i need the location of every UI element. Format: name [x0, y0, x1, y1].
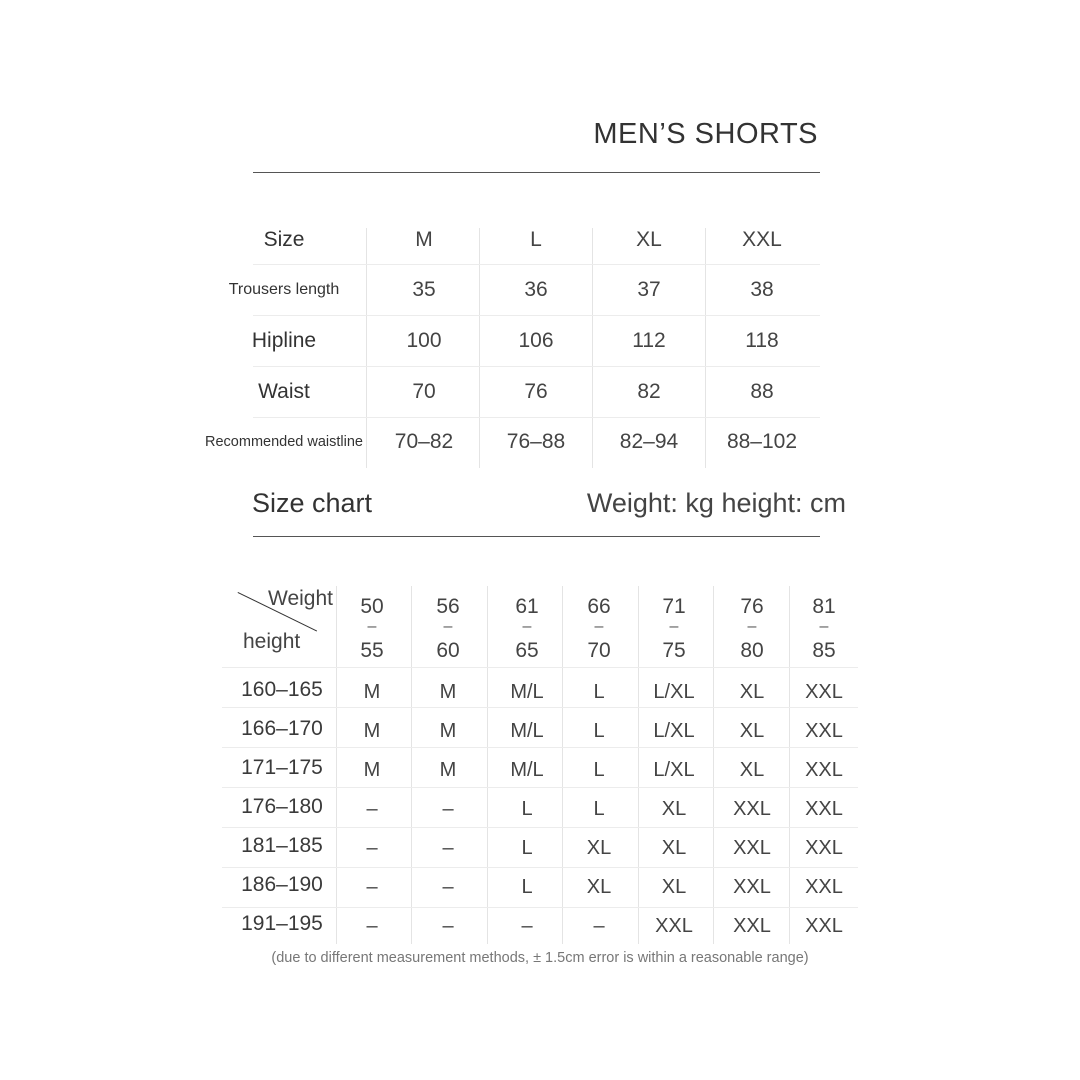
size-recommendation: –: [442, 876, 454, 898]
measurement-value: 88–102: [726, 429, 798, 453]
height-range-label: 171–175: [241, 756, 323, 779]
size-recommendation: XXL: [805, 681, 843, 703]
size-recommendation: M/L: [510, 759, 544, 781]
measurement-value: 38: [750, 277, 774, 301]
size-recommendation: L: [521, 798, 533, 820]
table-grid-line: [411, 586, 412, 944]
height-range-label: 181–185: [241, 834, 323, 857]
measurement-value: 76: [524, 379, 548, 403]
table-grid-line: [562, 586, 563, 944]
table-grid-line: [336, 586, 337, 944]
table-grid-line: [222, 827, 858, 828]
size-recommendation: XXL: [805, 837, 843, 859]
measurement-value: 35: [412, 277, 436, 301]
size-recommendation: –: [442, 837, 454, 859]
weight-range-to: 55: [360, 639, 384, 662]
table-grid-line: [222, 667, 858, 668]
size-recommendation: L/XL: [653, 681, 695, 703]
size-recommendation: XL: [661, 798, 687, 820]
size-recommendation: XXL: [733, 837, 771, 859]
table-grid-line: [222, 707, 858, 708]
height-range-label: 176–180: [241, 795, 323, 818]
weight-range-from: 50: [360, 595, 384, 618]
size-recommendation: –: [366, 837, 378, 859]
size-recommendation: M/L: [510, 720, 544, 742]
measurement-row-label: Recommended waistline: [205, 434, 363, 450]
size-recommendation: L: [593, 681, 605, 703]
weight-range-from: 56: [436, 595, 460, 618]
measurement-value: 70–82: [394, 429, 454, 453]
table-grid-line: [222, 747, 858, 748]
size-recommendation: XXL: [655, 915, 693, 937]
table-grid-line: [253, 417, 820, 418]
weight-range-dash: –: [819, 618, 829, 635]
size-recommendation: L/XL: [653, 759, 695, 781]
corner-height-label: height: [243, 630, 301, 653]
weight-range-from: 66: [587, 595, 611, 618]
size-recommendation: XXL: [733, 876, 771, 898]
measurement-row-label: Waist: [258, 379, 310, 403]
units-label: Weight: kg height: cm: [586, 488, 846, 518]
height-range-label: 160–165: [241, 678, 323, 701]
title-divider: [253, 172, 820, 173]
weight-range-to: 85: [812, 639, 836, 662]
size-recommendation: M: [439, 720, 457, 742]
measurement-value: 88: [750, 379, 774, 403]
size-recommendation: XL: [586, 876, 612, 898]
size-recommendation: XL: [661, 837, 687, 859]
size-recommendation: –: [366, 798, 378, 820]
size-chart-divider: [253, 536, 820, 537]
measurement-value: 36: [524, 277, 548, 301]
size-recommendation: –: [442, 915, 454, 937]
table-grid-line: [789, 586, 790, 944]
weight-range-dash: –: [669, 618, 679, 635]
size-header-label: Size: [263, 227, 305, 251]
height-range-label: 166–170: [241, 717, 323, 740]
size-recommendation: M/L: [510, 681, 544, 703]
weight-range-from: 71: [662, 595, 686, 618]
measurement-value: 112: [632, 328, 666, 352]
corner-weight-label: Weight: [268, 587, 333, 610]
size-column-header: M: [415, 227, 433, 251]
size-recommendation: XL: [661, 876, 687, 898]
table-grid-line: [713, 586, 714, 944]
size-recommendation: XXL: [805, 798, 843, 820]
size-recommendation: XXL: [733, 915, 771, 937]
size-recommendation: XXL: [805, 876, 843, 898]
size-recommendation: L: [521, 876, 533, 898]
measurement-value: 118: [745, 328, 779, 352]
measurement-row-label: Hipline: [251, 328, 317, 352]
size-recommendation: XXL: [805, 759, 843, 781]
size-column-header: XL: [636, 227, 662, 251]
size-chart-title: Size chart: [252, 488, 373, 518]
weight-range-from: 81: [812, 595, 836, 618]
weight-range-to: 70: [587, 639, 611, 662]
weight-range-from: 76: [740, 595, 764, 618]
weight-range-to: 80: [740, 639, 764, 662]
table-grid-line: [638, 586, 639, 944]
size-recommendation: XXL: [805, 720, 843, 742]
weight-range-from: 61: [515, 595, 539, 618]
size-recommendation: M: [363, 681, 381, 703]
weight-range-dash: –: [367, 618, 377, 635]
table-grid-line: [222, 907, 858, 908]
table-grid-line: [253, 315, 820, 316]
measurement-row-label: Trousers length: [228, 281, 340, 299]
size-recommendation: L: [593, 759, 605, 781]
size-recommendation: M: [439, 759, 457, 781]
measurement-note: (due to different measurement methods, ± 1.5cm error is within a reasonable range): [271, 950, 809, 966]
weight-range-dash: –: [594, 618, 604, 635]
weight-range-dash: –: [443, 618, 453, 635]
size-recommendation: XL: [739, 759, 765, 781]
measurement-value: 76–88: [506, 429, 566, 453]
size-recommendation: –: [521, 915, 533, 937]
size-recommendation: L: [593, 720, 605, 742]
table-grid-line: [253, 264, 820, 265]
size-recommendation: –: [366, 915, 378, 937]
size-recommendation: M: [363, 720, 381, 742]
table-grid-line: [222, 787, 858, 788]
table-grid-line: [222, 867, 858, 868]
size-recommendation: –: [593, 915, 605, 937]
page-title: MEN’S SHORTS: [593, 118, 818, 150]
size-recommendation: L: [593, 798, 605, 820]
weight-range-dash: –: [522, 618, 532, 635]
height-range-label: 186–190: [241, 873, 323, 896]
size-recommendation: M: [439, 681, 457, 703]
weight-range-to: 60: [436, 639, 460, 662]
measurement-value: 106: [518, 328, 554, 352]
measurement-value: 70: [412, 379, 436, 403]
weight-range-dash: –: [747, 618, 757, 635]
height-range-label: 191–195: [241, 912, 323, 935]
size-column-header: XXL: [742, 227, 782, 251]
table-grid-line: [253, 366, 820, 367]
measurement-value: 82: [637, 379, 661, 403]
weight-range-to: 65: [515, 639, 539, 662]
size-recommendation: XL: [739, 681, 765, 703]
size-recommendation: –: [366, 876, 378, 898]
size-recommendation: XXL: [733, 798, 771, 820]
size-recommendation: L: [521, 837, 533, 859]
table-grid-line: [487, 586, 488, 944]
measurement-value: 82–94: [619, 429, 679, 453]
size-recommendation: M: [363, 759, 381, 781]
size-recommendation: XL: [586, 837, 612, 859]
size-recommendation: –: [442, 798, 454, 820]
measurement-value: 37: [637, 277, 661, 301]
weight-range-to: 75: [662, 639, 686, 662]
size-recommendation: XXL: [805, 915, 843, 937]
size-recommendation: L/XL: [653, 720, 695, 742]
size-recommendation: XL: [739, 720, 765, 742]
measurement-value: 100: [406, 328, 442, 352]
size-column-header: L: [530, 227, 542, 251]
